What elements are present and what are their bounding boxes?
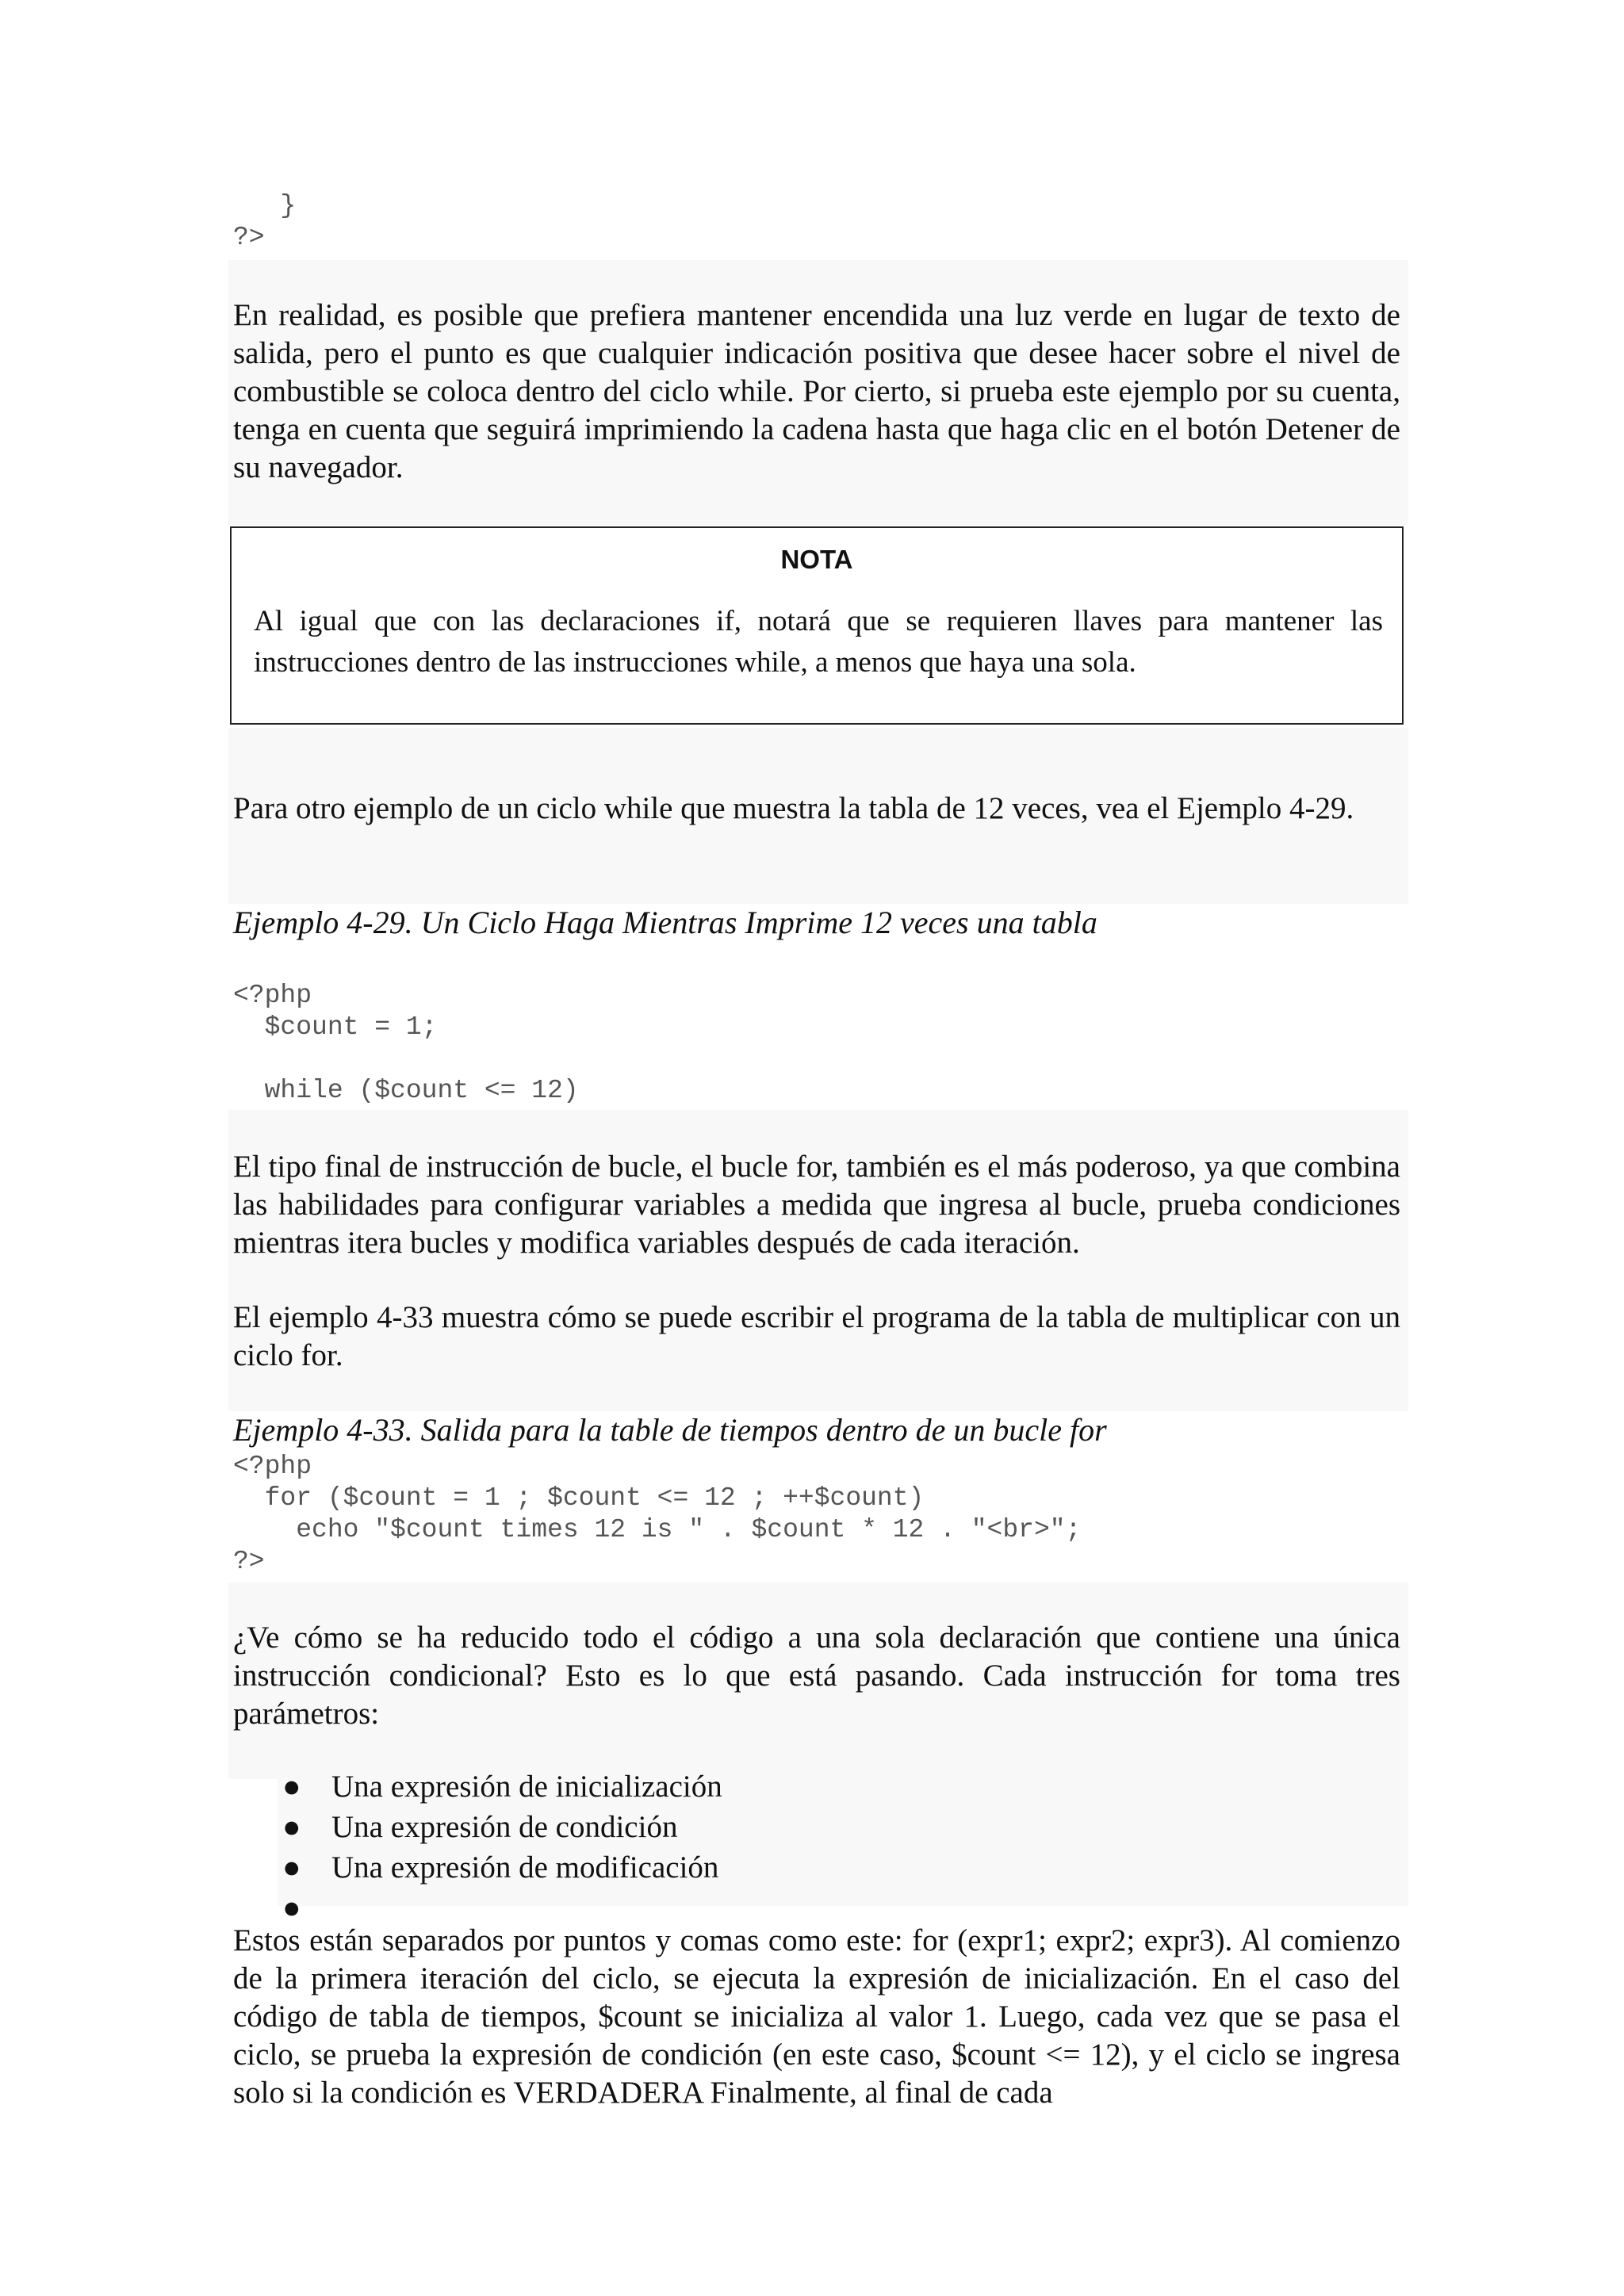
- note-text: Al igual que con las declaraciones if, notará que se requieren llaves para mantener las instrucciones dentro de las instrucciones while, a menos que haya una sola.: [254, 605, 1383, 679]
- paragraph-example-reference: Para otro ejemplo de un ciclo while que muestra la tabla de 12 veces, vea el Ejemplo 4-29.: [233, 791, 1354, 825]
- note-box: [230, 526, 1404, 725]
- paragraph-for-loop-intro: El tipo final de instrucción de bucle, el bucle for, también es el más poderoso, ya que combina las habilidades para configurar variables a medida que ingresa al bucle, prueba condiciones mientras itera bucles y modifica variables después de cada iteración.: [233, 1150, 1400, 1260]
- bullet-icon: ●: [282, 1850, 301, 1885]
- paragraph-example-4-33-reference: El ejemplo 4-33 muestra cómo se puede escribir el programa de la tabla de multiplicar con un ciclo for.: [233, 1300, 1400, 1372]
- code-block-closing: } ?>: [233, 191, 297, 252]
- bullet-icon: ●: [282, 1770, 301, 1804]
- example-4-33-code: <?php for ($count = 1 ; $count <= 12 ; ++$count) echo "$count times 12 is " . $count * 12 . "<br>"; ?>: [233, 1452, 1082, 1576]
- paragraph-for-parameters: ¿Ve cómo se ha reducido todo el código a una sola declaración que contiene una única instrucción condicional? Esto es lo que está pasando. Cada instrucción for toma tres parámetros:: [233, 1621, 1400, 1731]
- example-4-29-caption: Ejemplo 4-29. Un Ciclo Haga Mientras Imprime 12 veces una tabla: [233, 905, 1097, 940]
- example-4-29-code: <?php $count = 1; while ($count <= 12): [233, 981, 579, 1105]
- document-page: } ?> En realidad, es posible que prefiera mantener encendida una luz verde en lugar de texto de salida, pero el punto es que cualquier indicación positiva que desee hacer sobre el nivel de combustible se coloca dentro del ciclo while. Por cierto, si prueba este ejemplo por su cuenta, tenga en cuenta que seguirá imprimiendo la cadena hasta que haga clic en el botón Detener de su navegador. NOTA Al igual que con las declaraciones if, notará que se requieren llaves para mantener las instrucciones dentro de las instrucciones while, a menos que haya una sola. Para otro ejemplo de un ciclo while que muestra la tabla de 12 veces, vea el Ejemplo 4-29. Ejemplo 4-29. Un Ciclo Haga Mientras Imprime 12 veces una tabla <?php $count = 1; while ($count <= 12) El tipo final de instrucción de bucle, el bucle for, también es el más poderoso, ya que combina las habilidades para configurar variables a medida que ingresa al bucle, prueba condiciones mientras itera bucles y modifica variables después de cada iteración. El ejemplo 4-33 muestra cómo se puede escribir el programa de la tabla de multiplicar con un ciclo for. Ejemplo 4-33. Salida para la table de tiempos dentro de un bucle for <?php for ($count = 1 ; $count <= 12 ; ++$count) echo "$count times 12 is " . $count * 12 . "<br>"; ?> ¿Ve cómo se ha reducido todo el código a una sola declaración que contiene una única instrucción condicional? Esto es lo que está pasando. Cada instrucción for toma tres parámetros: ● Una expresión de inicialización ● Una expresión de condición ● Una expresión de modificación ● Estos están separados por puntos y comas como este: for (expr1; expr2; expr3). Al comienzo de la primera iteración del ciclo, se ejecuta la expresión de inicialización. En el caso del código de tabla de tiempos, $count se inicializa al valor 1. Luego, cada vez que se pasa el ciclo, se prueba la expresión de condición (en este caso, $count <= 12), y el ciclo se ingresa solo si la condición es VERDADERA Finalmente, al final de cada: [0, 0, 1624, 2296]
- paragraph-for-expressions: Estos están separados por puntos y comas como este: for (expr1; expr2; expr3). Al comienzo de la primera iteración del ciclo, se ejecuta la expresión de inicialización. En el caso del código de tabla de tiempos, $count se inicializa al valor 1. Luego, cada vez que se pasa el ciclo, se prueba la expresión de condición (en este caso, $count <= 12), y el ciclo se ingresa solo si la condición es VERDADERA Finalmente, al final de cada: [233, 1923, 1400, 2110]
- example-4-33-caption: Ejemplo 4-33. Salida para la table de tiempos dentro de un bucle for: [233, 1412, 1107, 1448]
- bullet-icon: ●: [282, 1810, 301, 1844]
- paragraph-while-loop-explanation: En realidad, es posible que prefiera mantener encendida una luz verde en lugar de texto de salida, pero el punto es que cualquier indicación positiva que desee hacer sobre el nivel de combustible se coloca dentro del ciclo while. Por cierto, si prueba este ejemplo por su cuenta, tenga en cuenta que seguirá imprimiendo la cadena hasta que haga clic en el botón Detener de su navegador.: [233, 298, 1400, 484]
- bullet-icon: ●: [282, 1891, 301, 1925]
- note-title: NOTA: [780, 545, 853, 574]
